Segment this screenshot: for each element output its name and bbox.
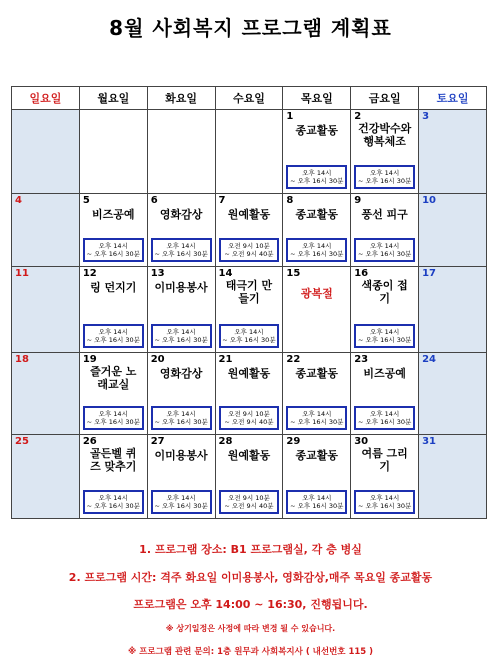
activity-name: 여름 그리기 (361, 447, 408, 473)
calendar-day-cell (79, 267, 147, 353)
time-line: 오후 14시 (166, 410, 196, 418)
activity-name: 종교활동 (295, 208, 339, 221)
time-line: 오전 9시 10분 (228, 494, 270, 502)
activity-name: 태극기 만들기 (225, 279, 273, 305)
time-line: 오전 9시 10분 (228, 242, 270, 250)
time-box (83, 490, 144, 514)
activity-name: 종교활동 (295, 124, 339, 137)
time-line: ~ 오후 16시 30분 (357, 250, 412, 258)
weekday-wednesday: 수요일 (215, 87, 283, 110)
page-title: 8월 사회복지 프로그램 계획표 (109, 16, 392, 40)
time-line: ~ 오후 16시 30분 (222, 336, 276, 344)
day-number: 1 (286, 111, 294, 122)
day-number: 17 (422, 268, 436, 279)
day-number: 14 (218, 268, 233, 279)
weekday-sunday: 일요일 (12, 87, 80, 110)
calendar-day-cell (419, 267, 487, 353)
calendar-day-cell (419, 353, 487, 435)
activity-name: 풍선 피구 (361, 208, 408, 221)
time-box (151, 238, 212, 262)
weekday-tuesday: 화요일 (147, 87, 215, 110)
calendar-day-cell (419, 194, 487, 267)
calendar-day-cell (147, 267, 215, 353)
time-line: 오후 14시 (302, 169, 332, 177)
time-line: 오후 14시 (98, 494, 128, 502)
time-line: 오후 14시 (98, 328, 128, 336)
time-line: 오후 14시 (98, 410, 128, 418)
calendar-day-cell (351, 194, 419, 267)
calendar-day-cell (351, 353, 419, 435)
time-line: ~ 오전 9시 40분 (224, 250, 274, 258)
calendar-week-row (12, 110, 487, 194)
time-box (286, 165, 347, 189)
calendar-day-cell (147, 194, 215, 267)
time-line: ~ 오후 16시 30분 (86, 502, 140, 510)
calendar-day-cell (147, 435, 215, 519)
time-box (151, 324, 212, 348)
time-line: ~ 오후 16시 30분 (357, 418, 412, 426)
day-number: 19 (82, 354, 97, 365)
day-number: 28 (218, 436, 233, 447)
time-box (83, 406, 144, 430)
day-number: 5 (82, 195, 90, 206)
note-location: 1. 프로그램 장소: B1 프로그램실, 각 층 병실 (139, 543, 362, 556)
day-number: 29 (286, 436, 301, 447)
time-line: ~ 오후 16시 30분 (357, 502, 412, 510)
activity-name: 비즈공예 (363, 367, 406, 380)
holiday-label: 광복절 (300, 287, 333, 300)
activity-name: 원예활동 (227, 449, 271, 462)
calendar-day-cell (419, 110, 487, 194)
day-number: 27 (150, 436, 165, 447)
time-line: 오후 14시 (302, 242, 332, 250)
time-line: ~ 오후 16시 30분 (154, 336, 208, 344)
calendar-day-cell (283, 110, 351, 194)
weekday-monday: 월요일 (79, 87, 147, 110)
day-number: 8 (286, 195, 294, 206)
day-number: 6 (150, 195, 158, 206)
time-line: ~ 오후 16시 30분 (154, 418, 208, 426)
activity-name: 이미용봉사 (154, 449, 208, 462)
time-line: 오후 14시 (166, 242, 196, 250)
activity-name: 골든벨 퀴즈 맞추기 (90, 447, 137, 473)
day-number: 24 (422, 354, 436, 365)
time-line: ~ 오후 16시 30분 (154, 250, 208, 258)
activity-name: 원예활동 (227, 208, 271, 221)
day-number: 30 (354, 436, 369, 447)
calendar-day-cell (283, 194, 351, 267)
calendar-week-row (12, 353, 487, 435)
time-box (354, 324, 415, 348)
time-line: 오전 9시 10분 (228, 410, 270, 418)
time-line: ~ 오후 16시 30분 (290, 250, 344, 258)
calendar-week-row (12, 267, 487, 353)
calendar-day-cell (79, 435, 147, 519)
time-line: 오후 14시 (370, 410, 400, 418)
time-line: 오후 14시 (370, 169, 400, 177)
day-number: 25 (15, 436, 29, 447)
day-number: 15 (286, 268, 301, 279)
calendar-day-cell (283, 435, 351, 519)
time-box (219, 406, 280, 430)
day-number: 10 (422, 195, 436, 206)
time-line: ~ 오전 9시 40분 (224, 502, 274, 510)
calendar-day-cell (147, 353, 215, 435)
time-line: 오후 14시 (98, 242, 128, 250)
day-number: 18 (15, 354, 29, 365)
calendar-day-cell (79, 353, 147, 435)
calendar-day-cell (215, 110, 283, 194)
weekday-saturday: 토요일 (419, 87, 487, 110)
day-number: 12 (82, 268, 97, 279)
time-box (354, 406, 415, 430)
note-contact: ※ 프로그램 관련 문의: 1층 원무과 사회복지사 ( 내선번호 115 ) (127, 647, 374, 657)
calendar-day-cell (12, 267, 80, 353)
day-number: 31 (422, 436, 436, 447)
time-box (219, 324, 280, 348)
time-line: 오후 14시 (234, 328, 264, 336)
calendar-table (11, 86, 487, 519)
activity-name: 영화감상 (159, 208, 203, 221)
time-line: 오후 14시 (370, 242, 400, 250)
time-box (83, 324, 144, 348)
note-schedule: 프로그램은 오후 14:00 ~ 16:30, 진행됩니다. (133, 598, 368, 611)
time-line: ~ 오전 9시 40분 (224, 418, 274, 426)
day-number: 9 (354, 195, 362, 206)
time-box (286, 406, 347, 430)
day-number: 22 (286, 354, 301, 365)
calendar-day-cell (215, 267, 283, 353)
time-line: ~ 오후 16시 30분 (290, 177, 344, 185)
time-line: ~ 오후 16시 30분 (86, 336, 140, 344)
activity-name: 건강박수와 행복체조 (358, 122, 412, 148)
time-line: ~ 오후 16시 30분 (86, 250, 140, 258)
time-box (219, 490, 280, 514)
calendar-week-row (12, 435, 487, 519)
calendar-day-cell (79, 194, 147, 267)
time-line: 오후 14시 (370, 328, 400, 336)
time-line: ~ 오후 16시 30분 (357, 336, 412, 344)
time-box (354, 490, 415, 514)
activity-name: 원예활동 (227, 367, 271, 380)
time-line: 오후 14시 (166, 494, 196, 502)
calendar-day-cell (79, 110, 147, 194)
calendar-day-cell (215, 435, 283, 519)
day-number: 3 (422, 111, 430, 122)
day-number: 16 (354, 268, 369, 279)
time-line: 오후 14시 (166, 328, 196, 336)
time-line: ~ 오후 16시 30분 (86, 418, 140, 426)
day-number: 23 (354, 354, 369, 365)
activity-name: 링 던지기 (90, 281, 137, 294)
calendar-day-cell (419, 435, 487, 519)
time-box (219, 238, 280, 262)
day-number: 11 (15, 268, 29, 279)
day-number: 21 (218, 354, 233, 365)
time-box (354, 238, 415, 262)
activity-name: 이미용봉사 (154, 281, 208, 294)
calendar-day-cell (283, 267, 351, 353)
calendar-week-row (12, 194, 487, 267)
weekday-thursday: 목요일 (283, 87, 351, 110)
activity-name: 영화감상 (159, 367, 203, 380)
calendar-day-cell (283, 353, 351, 435)
day-number: 13 (150, 268, 165, 279)
activity-name: 종교활동 (295, 449, 339, 462)
day-number: 26 (82, 436, 97, 447)
note-time: 2. 프로그램 시간: 격주 화요일 이미용봉사, 영화감상,매주 목요일 종교활동 (68, 571, 433, 584)
activity-name: 색종이 접기 (361, 279, 408, 305)
activity-name: 비즈공예 (92, 208, 135, 221)
time-box (151, 406, 212, 430)
time-line: ~ 오후 16시 30분 (290, 418, 344, 426)
time-box (151, 490, 212, 514)
note-change-notice: ※ 상기일정은 사정에 따라 변경 될 수 있습니다. (165, 624, 336, 633)
day-number: 2 (354, 111, 362, 122)
calendar-day-cell (12, 435, 80, 519)
time-box (286, 238, 347, 262)
calendar-day-cell (12, 194, 80, 267)
calendar-day-cell (147, 110, 215, 194)
calendar-day-cell (215, 353, 283, 435)
calendar-day-cell (351, 110, 419, 194)
weekday-header-row (12, 87, 487, 110)
activity-name: 종교활동 (295, 367, 339, 380)
time-box (83, 238, 144, 262)
calendar-day-cell (351, 435, 419, 519)
calendar-day-cell (215, 194, 283, 267)
time-line: 오후 14시 (302, 494, 332, 502)
weekday-friday: 금요일 (351, 87, 419, 110)
calendar-day-cell (351, 267, 419, 353)
calendar-day-cell (12, 110, 80, 194)
time-line: 오후 14시 (302, 410, 332, 418)
time-line: 오후 14시 (370, 494, 400, 502)
time-line: ~ 오후 16시 30분 (290, 502, 344, 510)
calendar-day-cell (12, 353, 80, 435)
day-number: 4 (15, 195, 22, 206)
time-box (286, 490, 347, 514)
activity-name: 즐거운 노래교실 (90, 365, 137, 391)
day-number: 7 (218, 195, 226, 206)
day-number: 20 (150, 354, 165, 365)
time-line: ~ 오후 16시 30분 (154, 502, 208, 510)
time-box (354, 165, 415, 189)
time-line: ~ 오후 16시 30분 (357, 177, 412, 185)
